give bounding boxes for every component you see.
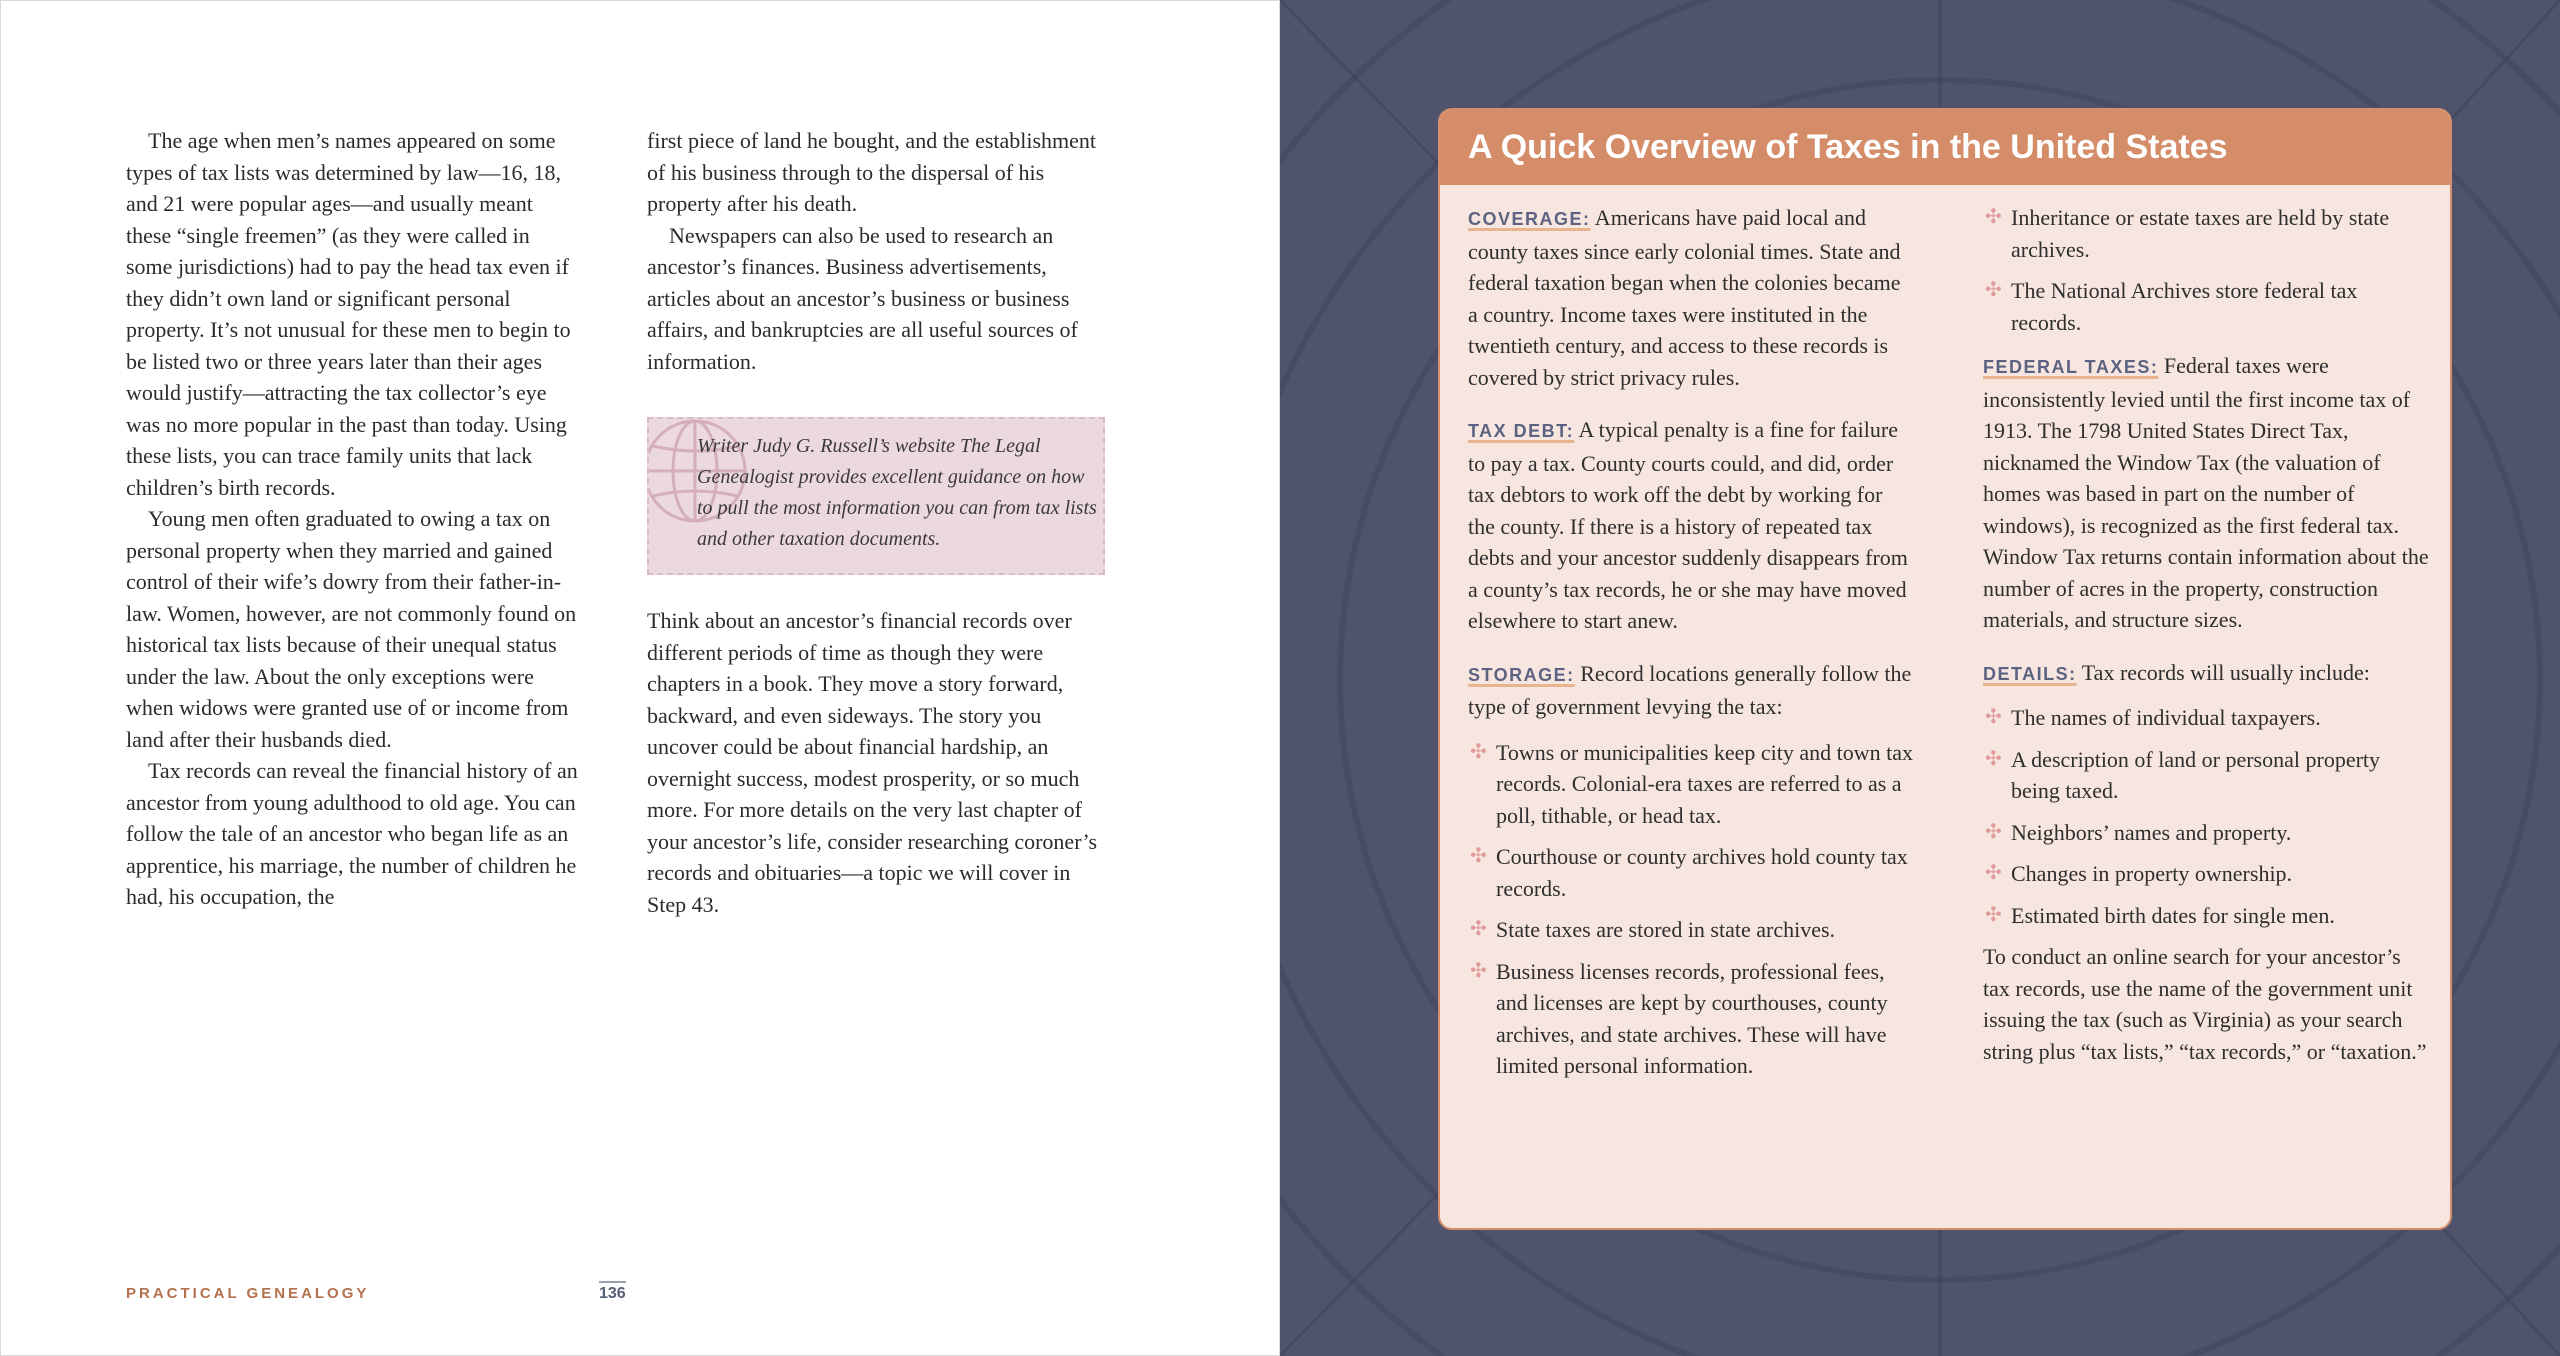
tip-box (647, 417, 1105, 575)
coverage-text: Americans have paid local and county taxes since early colonial times. State and federal taxation began when the colonies became a country. Income taxes were instituted in the twentieth century, and access to these records is covered by strict privacy rules. (1468, 205, 1901, 390)
overview-card (1438, 108, 2452, 1230)
bullet-icon: ✣ (1985, 747, 2002, 770)
list-item: ✣ Business licenses records, professional fees, and licenses are kept by courthouses, county archives, and state archives. These will have limited personal information. (1468, 956, 1914, 1082)
bullet-icon: ✣ (1985, 820, 2002, 843)
taxdebt-paragraph (1468, 414, 1914, 637)
paragraph: The age when men’s names appeared on some types of tax lists was determined by law—16, 18, and 21 were popular ages—and usually meant these “single freemen” (as they were called in some jurisdictions) had to pay the head tax even if they didn’t own land or significant personal property. It’s not unusual for these men to begin to be listed two or three years later than their ages would justify—attracting the tax collector’s eye was no more popular in the past than today. Using these lists, you can trace family units that lack children’s birth records. (126, 128, 571, 500)
bullet-icon: ✣ (1985, 706, 2002, 728)
paragraph: Think about an ancestor’s financial records over different periods of time as though they were chapters in a book. They move a story forward, backward, and even sideways. The story you uncover could be about financial hardship, an overnight success, modest prosperity, or so much more. For more details on the very last chapter of your ancestor’s life, consider researching coroner’s records and obituaries—a topic we will cover in Step 43. (647, 608, 1098, 917)
card-title: A Quick Overview of Taxes in the United States (1440, 110, 2450, 185)
closing-paragraph: To conduct an online search for your ancestor’s tax records, use the name of the government unit issuing the tax (such as Virginia) as your search string plus “tax lists,” “tax records,” or “taxation.” (1983, 944, 2427, 1064)
bullet-icon: ✣ (1985, 862, 2002, 884)
taxdebt-label: TAX DEBT: (1468, 421, 1575, 441)
list-item: ✣ State taxes are stored in state archives. (1468, 914, 1914, 946)
list-item: ✣ Courthouse or county archives hold county tax records. (1468, 841, 1914, 904)
bullet-icon: ✣ (1470, 959, 1487, 982)
list-item: ✣ Inheritance or estate taxes are held by state archives. (1983, 202, 2429, 265)
list-item: ✣ Neighbors’ names and property. (1983, 817, 2429, 849)
list-item: ✣ Changes in property ownership. (1983, 858, 2429, 890)
details-label: DETAILS: (1983, 663, 2077, 684)
list-item: ✣ A description of land or personal property being taxed. (1983, 744, 2429, 807)
tip-text: Writer Judy G. Russell’s website The Legal Genealogist provides excellent guidance on how to pull the most information you can from tax lists and other taxation documents. (697, 435, 1097, 550)
storage-label: STORAGE: (1468, 664, 1575, 685)
card-right-column (1983, 202, 2429, 1088)
details-text: Tax records will usually include: (2076, 659, 2370, 685)
paragraph: Newspapers can also be used to research an ancestor’s finances. Business advertisements, articles about an ancestor’s business or business affairs, and bankruptcies are all useful sources of information. (647, 222, 1078, 374)
bullet-icon: ✣ (1985, 279, 2002, 301)
list-item: ✣ The names of individual taxpayers. (1983, 702, 2429, 734)
list-item: ✣ The National Archives store federal tax records. (1983, 275, 2429, 338)
storage-paragraph (1468, 658, 1914, 723)
card-left-column (1468, 202, 1914, 1102)
paragraph: first piece of land he bought, and the establishment of his business through to the dispersal of his property after his death. (647, 128, 1097, 216)
page-number: 136 (599, 1281, 626, 1303)
taxdebt-text: A typical penalty is a fine for failure to pay a tax. County courts could, and did, order tax debtors to work off the debt by working for the county. If there is a history of repeated tax debts and your ancestor suddenly disappears from a county’s tax records, he or she may have moved elsewhere to start anew. (1468, 417, 1908, 633)
bullet-icon: ✣ (1985, 903, 2002, 926)
federal-paragraph (1983, 350, 2429, 636)
paragraph: Young men often graduated to owing a tax on personal property when they married and gained control of their wife’s dowry from their father-in-law. Women, however, are not commonly found on historical tax lists because of their unequal status under the law. About the only exceptions were when widows were granted use of or income from land after their husbands died. (126, 506, 577, 752)
storage-list-continued (1983, 202, 2429, 338)
coverage-paragraph (1468, 202, 1914, 393)
bullet-icon: ✣ (1470, 918, 1487, 940)
right-column (647, 125, 1107, 920)
details-paragraph (1983, 657, 2429, 691)
details-list (1983, 702, 2429, 931)
right-page (1280, 0, 2560, 1356)
storage-text: Record locations generally follow the type of government levying the tax: (1468, 660, 1912, 719)
bullet-icon: ✣ (1470, 845, 1487, 867)
federal-text: Federal taxes were inconsistently levied until the first income tax of 1913. The 1798 United States Direct Tax, nicknamed the Window Tax (the valuation of homes was based in part on the number of windows), is recognized as the first federal tax. Window Tax returns contain information about the number of acres in the property, construction materials, and structure sizes. (1983, 353, 2429, 632)
list-item: ✣ Towns or municipalities keep city and town tax records. Colonial-era taxes are referred to as a poll, tithable, or head tax. (1468, 737, 1914, 832)
running-footer: PRACTICAL GENEALOGY (126, 1285, 370, 1302)
paragraph: Tax records can reveal the financial history of an ancestor from young adulthood to old age. You can follow the tale of an ancestor who began life as an apprentice, his marriage, the number of children he had, his occupation, the (126, 758, 578, 909)
left-column (126, 125, 581, 913)
coverage-label: COVERAGE: (1468, 209, 1591, 229)
list-item: ✣ Estimated birth dates for single men. (1983, 900, 2429, 932)
federal-label: FEDERAL TAXES: (1983, 357, 2159, 377)
bullet-icon: ✣ (1470, 740, 1487, 763)
storage-list (1468, 737, 1914, 1082)
bullet-icon: ✣ (1985, 206, 2002, 228)
